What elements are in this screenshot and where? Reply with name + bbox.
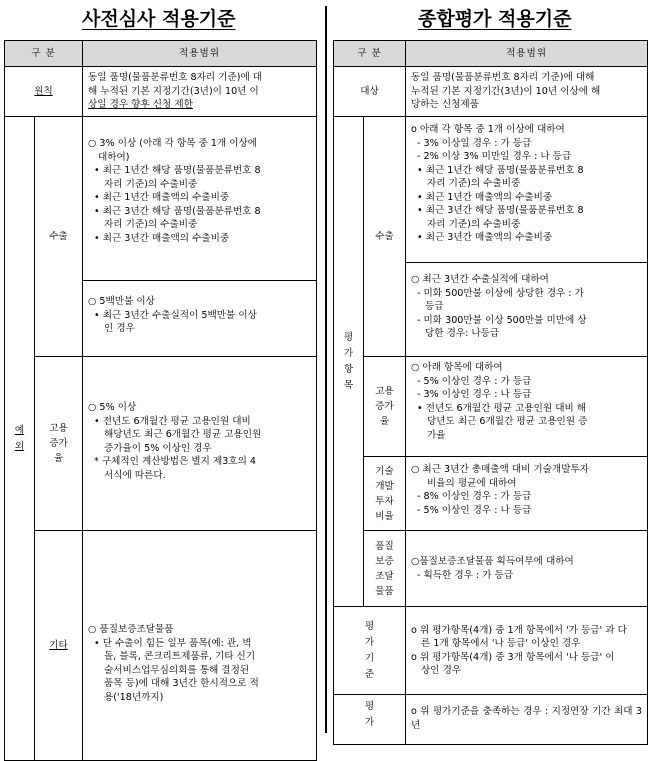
employment-label-cell	[364, 357, 406, 457]
rnd-label-cell	[364, 457, 406, 531]
rnd-label: 기술개발투자비율	[375, 465, 394, 522]
criteria-label-cell	[334, 607, 406, 695]
comprehensive-eval-table	[333, 40, 648, 745]
export-criteria-5m: ○ 5백만불 이상 • 최근 3년간 수출실적이 5백만불 이상 인 경우	[83, 281, 317, 357]
export-criteria-amount: ○ 최근 3년간 수출실적에 대하여 - 미화 500만불 이상에 상당한 경우 : 가 등급 - 미화 300만불 이상 500만불 미만에 상 당한 경우: 나등급	[406, 263, 648, 357]
right-title: 종합평가 적용기준	[418, 8, 572, 30]
principle-label-cell	[5, 67, 83, 117]
employment-criteria: ○ 5% 이상 • 전년도 6개월간 평균 고용인원 대비 해당년도 최근 6개월간 평균 고용인원 증가율이 5% 이상인 경우 * 구체적인 계산방법은 별지 제3호의 4 서식에 따른다.	[83, 357, 317, 531]
principle-label: 원칙	[34, 85, 53, 97]
employment-label: 고용증가율	[49, 423, 68, 464]
header-category: 구 분	[5, 41, 83, 67]
result-text: ο 위 평가기준을 충족하는 경우 : 지정연장 기간 최대 3년	[406, 695, 648, 745]
employment-criteria: ○ 아래 항목에 대하여 - 5% 이상인 경우 : 가 등급 - 3% 이상인 경우 : 나 등급 • 전년도 6개월간 평균 고용인원 대비 해 당년도 최근 6개월간 평균 고용인원 증 가율	[406, 357, 648, 457]
eval-items-label-cell	[334, 117, 364, 607]
eval-items-label: 평가항목	[343, 331, 354, 391]
exception-label-cell	[5, 117, 35, 761]
export-criteria-ratio: ο 아래 각 항목 중 1개 이상에 대하여 - 3% 이상일 경우 : 가 등급 - 2% 이상 3% 미만일 경우 : 나 등급 • 최근 1년간 해당 품명(물품분류번호 8 자리 기준)의 수출비중 • 최근 1년간 매출액의 수출비중 • 최근 3년간 해당 품명(물품분류번호 8 자리 기준)의 수출비중 • 최근 3년간 매출액의 수출비중	[406, 117, 648, 263]
rnd-criteria: ○ 최근 3년간 총매출액 대비 기술개발투자 비율의 평균에 대하여 - 8% 이상인 경우 : 가 등급 - 5% 이상인 경우 : 나 등급	[406, 457, 648, 531]
header-scope: 적용범위	[83, 41, 317, 67]
pre-review-table	[4, 40, 317, 761]
principle-text: 동일 품명(물품분류번호 8자리 기준)에 대 해 누적된 기본 지정기간(3년)이 10년 이 상일 경우 향후 신청 제한	[83, 67, 317, 117]
quality-label-cell	[364, 531, 406, 607]
quality-criteria: ○품질보증조달물품 획득여부에 대하여 - 획득한 경우 : 가 등급	[406, 531, 648, 607]
export-criteria-3pct: ○ 3% 이상 (아래 각 항목 중 1개 이상에 대하여) • 최근 1년간 해당 품명(물품분류번호 8 자리 기준)의 수출비중 • 최근 1년간 매출액의 수출비중 • 최근 3년간 해당 품명(물품분류번호 8 자리 기준)의 수출비중 • 최근 3년간 매출액의 수출비중	[83, 117, 317, 281]
header-scope: 적용범위	[406, 41, 648, 67]
exception-label: 예외	[14, 424, 25, 452]
result-label: 평가	[364, 701, 375, 728]
employment-label: 고용증가율	[375, 386, 394, 427]
result-label-cell	[334, 695, 406, 745]
left-title: 사전심사 적용기준	[82, 8, 236, 30]
criteria-label: 평가기준	[364, 620, 375, 680]
other-label-cell	[35, 531, 83, 761]
criteria-text: ο 위 평가항목(4개) 중 1개 항목에서 '가 등급' 과 다 른 1개 항목에서 '나 등급' 이상인 경우 ο 위 평가항목(4개) 중 3개 항목에서 '나 등급' 이 상인 경우	[406, 607, 648, 695]
center-divider	[325, 6, 327, 733]
target-label: 대상	[334, 67, 406, 117]
export-label: 수출	[364, 117, 406, 357]
target-text: 동일 품명(물품분류번호 8자리 기준)에 대해 누적된 기본 지정기간(3년)이 10년 이상에 해 당하는 신청제품	[406, 67, 648, 117]
employment-label-cell	[35, 357, 83, 531]
other-criteria: ○ 품질보증조달물품 • 단 수출이 힘든 일부 품목(예: 관, 벽 돌, 블록, 콘크리트제품류, 기타 신기 술서비스업무심의회를 통해 결정된 품목 등)에 대해 3년간 한시적으로 적 용('18년까지)	[83, 531, 317, 761]
quality-label: 품질보증조달물품	[375, 540, 394, 597]
export-label: 수출	[35, 117, 83, 357]
header-category: 구 분	[334, 41, 406, 67]
other-label: 기타	[49, 639, 68, 651]
